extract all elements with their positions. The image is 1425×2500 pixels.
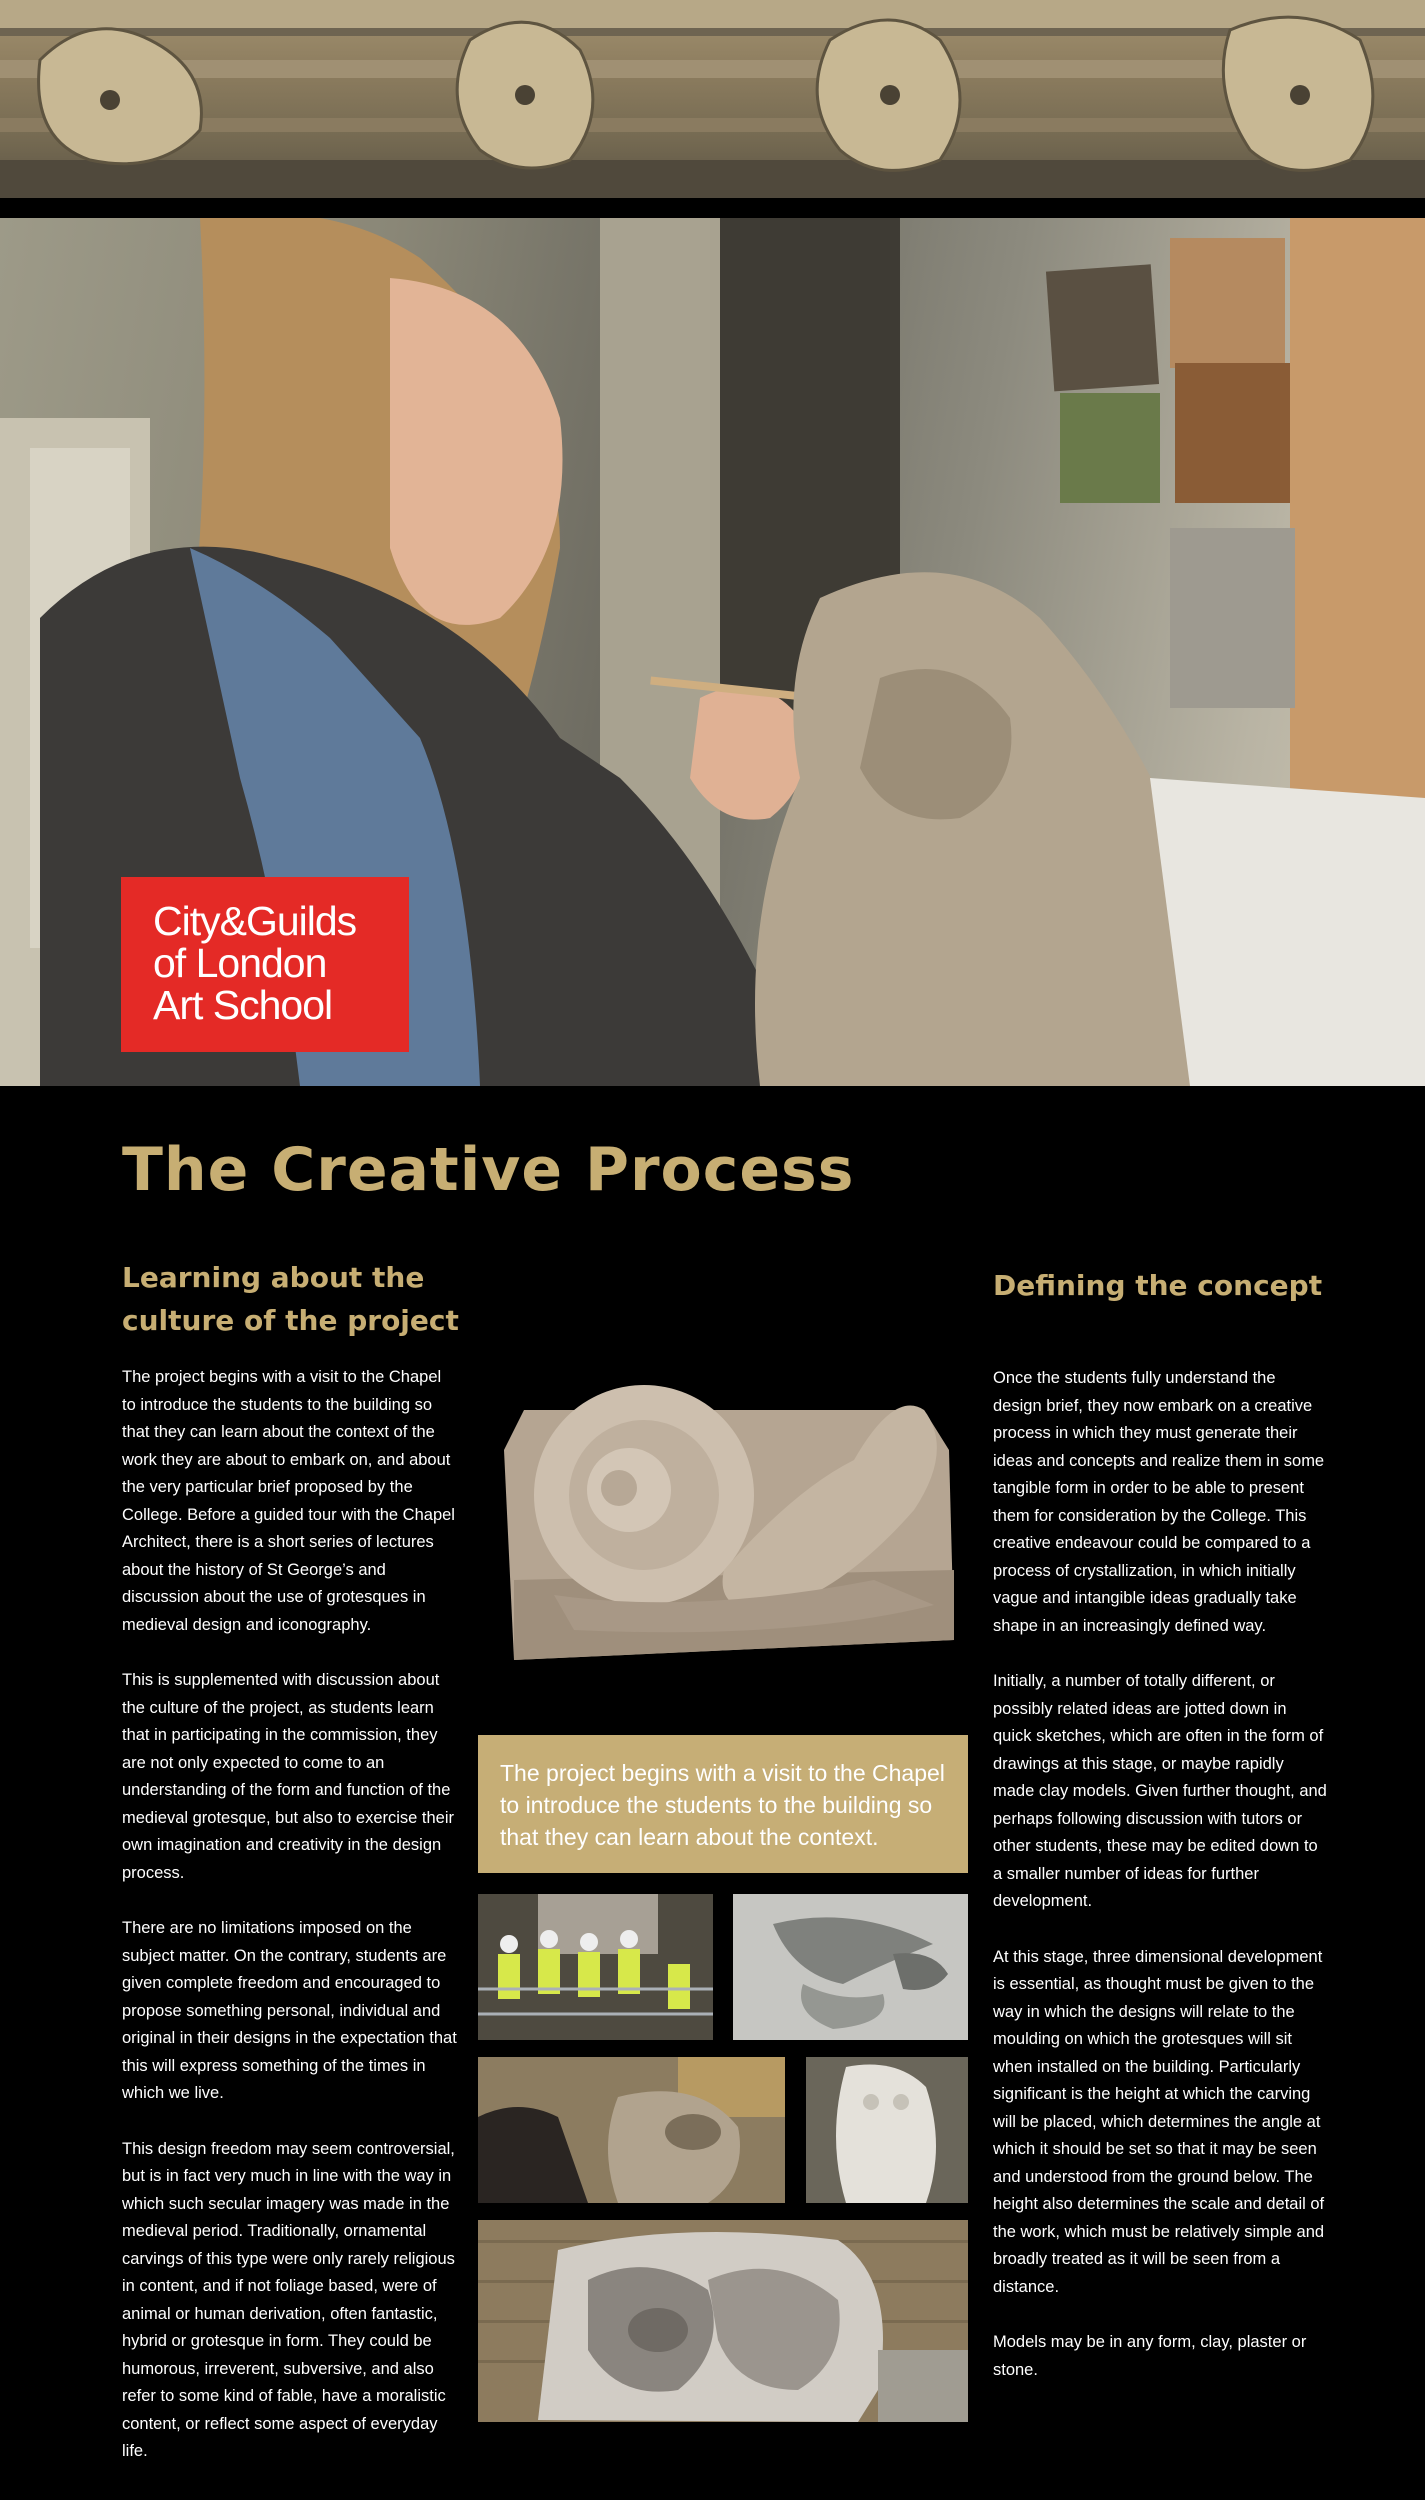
logo-line-2: of London	[153, 940, 327, 986]
right-body-text	[993, 1365, 1328, 2412]
left-paragraph-3: There are no limitations imposed on the subject matter. On the contrary, students are given complete freedom and encouraged to propose something personal, individual and original in their designs in the expectation that this will express something of the times in which we live.	[122, 1919, 457, 2102]
right-paragraph-3: At this stage, three dimensional development is essential, as thought must be given to the way in which the designs will relate to the moulding on which the grotesques will sit when installed on the building. Particularly significant is the height at which the carving will be placed, which determines the angle at which it should be set so that it may be seen and understood from the ground below. The height also determines the scale and detail of the work, which must be relatively simple and broadly treated as it will be seen from a distance.	[993, 1947, 1325, 2296]
city-guilds-logo	[121, 877, 409, 1052]
right-paragraph-1: Once the students fully understand the design brief, they now embark on a creative process in which they must generate their ideas and concepts and realize them in some tangible form in order to be able to present them for consideration by the College. This creative endeavour could be compared to a process of crystallization, in which initially vague and intangible ideas gradually take shape in an increasingly defined way.	[993, 1369, 1325, 1635]
left-section-heading	[122, 1256, 482, 1342]
left-paragraph-2: This is supplemented with discussion about the culture of the project, as students learn that in participating in the commission, they are not only expected to come to an understanding of the form and function of the medieval grotesque, but also to exercise their own imagination and creativity in the design process.	[122, 1671, 455, 1882]
left-paragraph-4: This design freedom may seem controversial, but is in fact very much in line with the way in which such secular imagery was made in the medieval period. Traditionally, ornamental carvings of this type were only rarely religious in content, and if not foliage based, were of animal or human derivation, often fantastic, hybrid or grotesque in form. They could be humorous, irreverent, subversive, and also refer to some kind of fable, have a moralistic content, or reflect some aspect of everyday life.	[122, 2139, 455, 2460]
owl-carving-photo	[806, 2057, 968, 2203]
page-title: The Creative Process	[122, 1135, 855, 1205]
callout-text: The project begins with a visit to the Chapel to introduce the students to the building so that they can learn about the context.	[500, 1760, 945, 1850]
callout-box	[478, 1735, 968, 1873]
logo-line-3: Art School	[153, 982, 333, 1028]
divider	[0, 198, 1425, 218]
snail-carving-image	[494, 1340, 959, 1665]
right-paragraph-2: Initially, a number of totally different, or possibly related ideas are jotted down in quick sketches, which are often in the form of drawings at this stage, or maybe rapidly made clay models. Given further thought, and perhaps following discussion with tutors or other students, these may be edited down to a smaller number of ideas for further development.	[993, 1672, 1327, 1910]
chapel-visit-photo	[478, 1894, 713, 2040]
bird-drawing-photo	[733, 1894, 968, 2040]
left-body-text	[122, 1364, 457, 2494]
left-paragraph-1: The project begins with a visit to the Chapel to introduce the students to the building so that they can learn about the context of the work they are about to embark on, and about the very particular brief proposed by the College. Before a guided tour with the Chapel Architect, there is a short series of lectures about the history of St George’s and discussion about the use of grotesques in medieval design and iconography.	[122, 1368, 455, 1634]
left-heading-line-2: culture of the project	[122, 1304, 459, 1337]
right-paragraph-4: Models may be in any form, clay, plaster or stone.	[993, 2333, 1307, 2379]
frogs-grotesque-photo	[478, 2220, 968, 2422]
stone-frieze-photo	[0, 0, 1425, 198]
left-heading-line-1: Learning about the	[122, 1261, 425, 1294]
right-section-heading: Defining the concept	[993, 1269, 1323, 1302]
logo-line-1: City&Guilds	[153, 898, 357, 944]
student-carving-photo	[478, 2057, 785, 2203]
